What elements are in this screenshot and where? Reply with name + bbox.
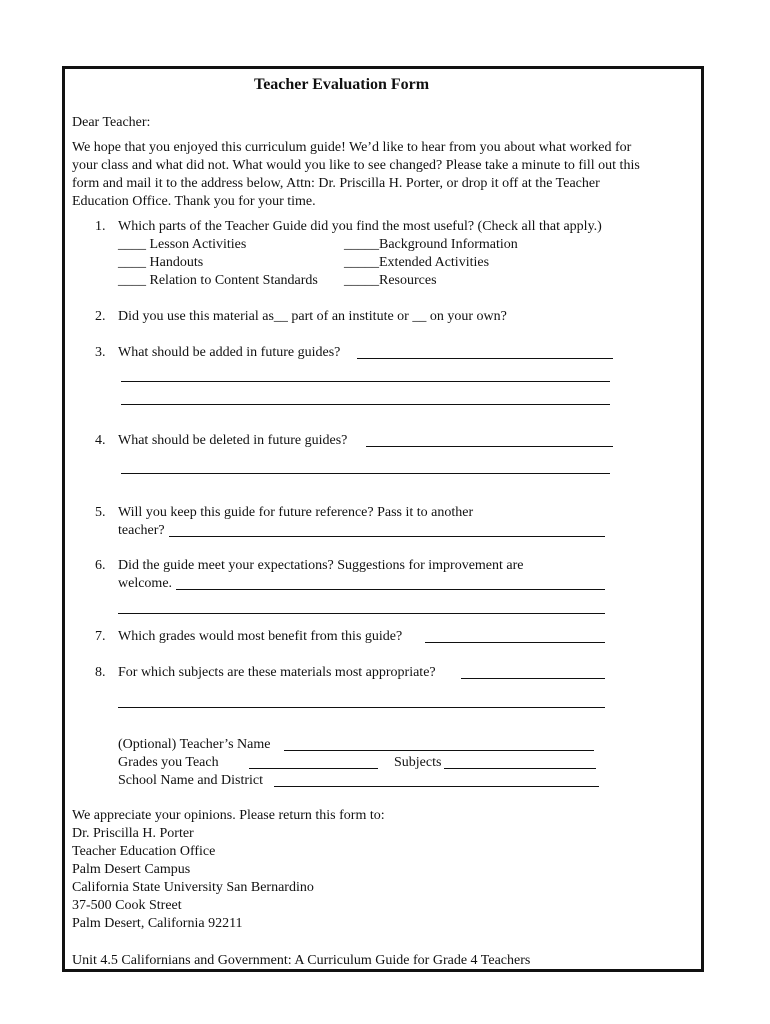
- school-field[interactable]: [274, 786, 599, 787]
- q4-answer-line-1[interactable]: [366, 446, 613, 447]
- intro-line-4: Education Office. Thank you for your time.: [72, 194, 316, 209]
- q3-number: 3.: [95, 345, 106, 360]
- q7-number: 7.: [95, 629, 106, 644]
- closing-line-5: California State University San Bernardino: [72, 880, 314, 895]
- grades-field[interactable]: [249, 768, 378, 769]
- q1-option-content-standards[interactable]: ____ Relation to Content Standards: [118, 273, 318, 288]
- closing-line-2: Dr. Priscilla H. Porter: [72, 826, 194, 841]
- q6-text-cont: welcome.: [118, 576, 173, 591]
- q5-number: 5.: [95, 505, 106, 520]
- q1-text: Which parts of the Teacher Guide did you find the most useful? (Check all that apply.): [118, 219, 602, 234]
- q4-answer-line-2[interactable]: [121, 473, 610, 474]
- q5-text-cont: teacher?: [118, 523, 165, 538]
- school-label: School Name and District: [118, 773, 264, 788]
- q3-answer-line-2[interactable]: [121, 381, 610, 382]
- q3-answer-line-1[interactable]: [357, 358, 613, 359]
- closing-line-7: Palm Desert, California 92211: [72, 916, 243, 931]
- q4-number: 4.: [95, 433, 106, 448]
- intro-line-3: form and mail it to the address below, Attn: Dr. Priscilla H. Porter, or drop it off at the Teacher: [72, 176, 600, 191]
- q3-answer-line-3[interactable]: [121, 404, 610, 405]
- q1-option-background-info[interactable]: _____Background Information: [344, 237, 518, 252]
- q5-answer-line[interactable]: [169, 536, 605, 537]
- q7-answer-line[interactable]: [425, 642, 605, 643]
- q8-answer-line-1[interactable]: [461, 678, 605, 679]
- q3-text: What should be added in future guides?: [118, 345, 341, 360]
- q5-text: Will you keep this guide for future reference? Pass it to another: [118, 505, 474, 520]
- q7-text: Which grades would most benefit from this guide?: [118, 629, 403, 644]
- q1-option-handouts[interactable]: ____ Handouts: [118, 255, 204, 270]
- closing-line-6: 37-500 Cook Street: [72, 898, 182, 913]
- subjects-field[interactable]: [444, 768, 596, 769]
- grades-label: Grades you Teach: [118, 755, 219, 770]
- q8-number: 8.: [95, 665, 106, 680]
- q8-answer-line-2[interactable]: [118, 707, 605, 708]
- q1-number: 1.: [95, 219, 106, 234]
- q1-option-extended-activities[interactable]: _____Extended Activities: [344, 255, 490, 270]
- closing-line-1: We appreciate your opinions. Please return this form to:: [72, 808, 385, 823]
- subjects-label: Subjects: [394, 755, 442, 770]
- q1-option-lesson-activities[interactable]: ____ Lesson Activities: [118, 237, 247, 252]
- q6-answer-line-1[interactable]: [176, 589, 605, 590]
- form-title: Teacher Evaluation Form: [254, 76, 430, 93]
- footer: Unit 4.5 Californians and Government: A Curriculum Guide for Grade 4 Teachers: [72, 953, 531, 968]
- teacher-name-label: (Optional) Teacher’s Name: [118, 737, 271, 752]
- intro-line-1: We hope that you enjoyed this curriculum guide! We’d like to hear from you about what worked for: [72, 140, 632, 155]
- q6-number: 6.: [95, 558, 106, 573]
- q1-option-resources[interactable]: _____Resources: [344, 273, 437, 288]
- teacher-name-field[interactable]: [284, 750, 594, 751]
- q2-number: 2.: [95, 309, 106, 324]
- closing-line-4: Palm Desert Campus: [72, 862, 191, 877]
- intro-line-2: your class and what did not. What would you like to see changed? Please take a minute to fill out this: [72, 158, 640, 173]
- q4-text: What should be deleted in future guides?: [118, 433, 348, 448]
- greeting: Dear Teacher:: [72, 115, 151, 130]
- q6-answer-line-2[interactable]: [118, 613, 605, 614]
- q2-text[interactable]: Did you use this material as__ part of an institute or __ on your own?: [118, 309, 507, 324]
- q8-text: For which subjects are these materials most appropriate?: [118, 665, 436, 680]
- q6-text: Did the guide meet your expectations? Suggestions for improvement are: [118, 558, 524, 573]
- closing-line-3: Teacher Education Office: [72, 844, 216, 859]
